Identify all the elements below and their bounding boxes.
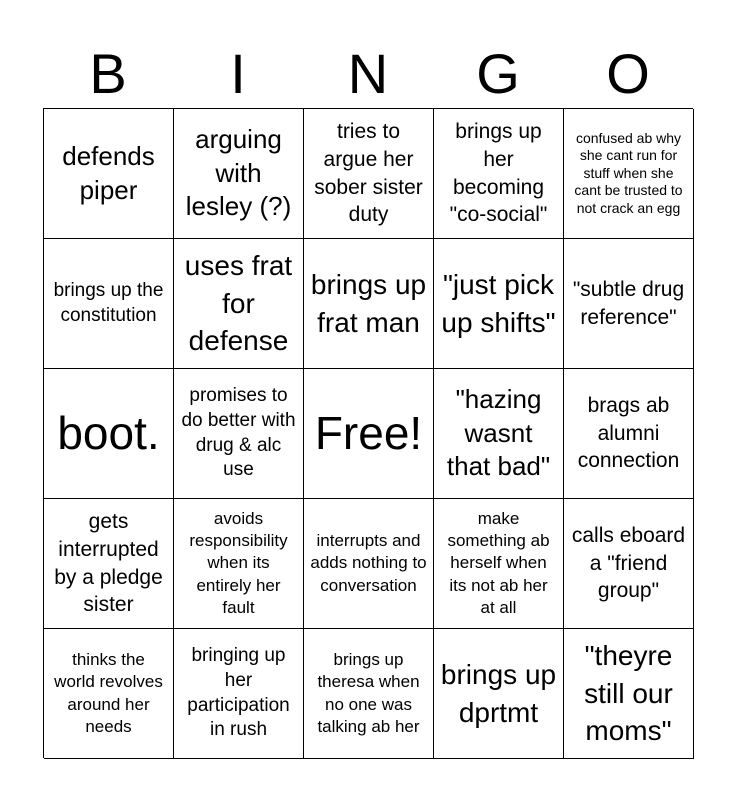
header-letter-n: N [347,42,389,105]
bingo-cell[interactable]: "hazing wasnt that bad" [434,369,564,499]
header-letter-i: I [230,42,246,105]
bingo-cell[interactable]: gets interrupted by a pledge sister [44,499,174,629]
bingo-cell[interactable]: make something ab herself when its not ab her at all [434,499,564,629]
bingo-cell[interactable]: "subtle drug reference" [564,239,694,369]
bingo-cell[interactable]: bringing up her participation in rush [174,629,304,759]
bingo-cell[interactable]: tries to argue her sober sister duty [304,109,434,239]
bingo-cell[interactable]: brings up her becoming "co-social" [434,109,564,239]
bingo-cell[interactable]: promises to do better with drug & alc use [174,369,304,499]
bingo-cell[interactable]: defends piper [44,109,174,239]
bingo-cell[interactable]: brings up frat man [304,239,434,369]
bingo-cell[interactable]: boot. [44,369,174,499]
bingo-cell[interactable]: arguing with lesley (?) [174,109,304,239]
bingo-cell[interactable]: "theyre still our moms" [564,629,694,759]
bingo-header [43,40,693,108]
bingo-cell[interactable]: brings up dprtmt [434,629,564,759]
bingo-cell[interactable]: brings up the constitution [44,239,174,369]
bingo-cell[interactable]: uses frat for defense [174,239,304,369]
bingo-board [43,108,693,758]
bingo-cell[interactable]: avoids responsibility when its entirely her fault [174,499,304,629]
bingo-cell[interactable]: confused ab why she cant run for stuff when she cant be trusted to not crack an egg [564,109,694,239]
header-letter-b: B [89,42,127,105]
free-space-cell[interactable]: Free! [304,369,434,499]
bingo-cell[interactable]: calls eboard a "friend group" [564,499,694,629]
header-letter-o: O [606,42,650,105]
bingo-cell[interactable]: interrupts and adds nothing to conversation [304,499,434,629]
header-letter-g: G [476,42,520,105]
bingo-cell[interactable]: thinks the world revolves around her needs [44,629,174,759]
bingo-cell[interactable]: brings up theresa when no one was talking ab her [304,629,434,759]
bingo-cell[interactable]: "just pick up shifts" [434,239,564,369]
bingo-cell[interactable]: brags ab alumni connection [564,369,694,499]
